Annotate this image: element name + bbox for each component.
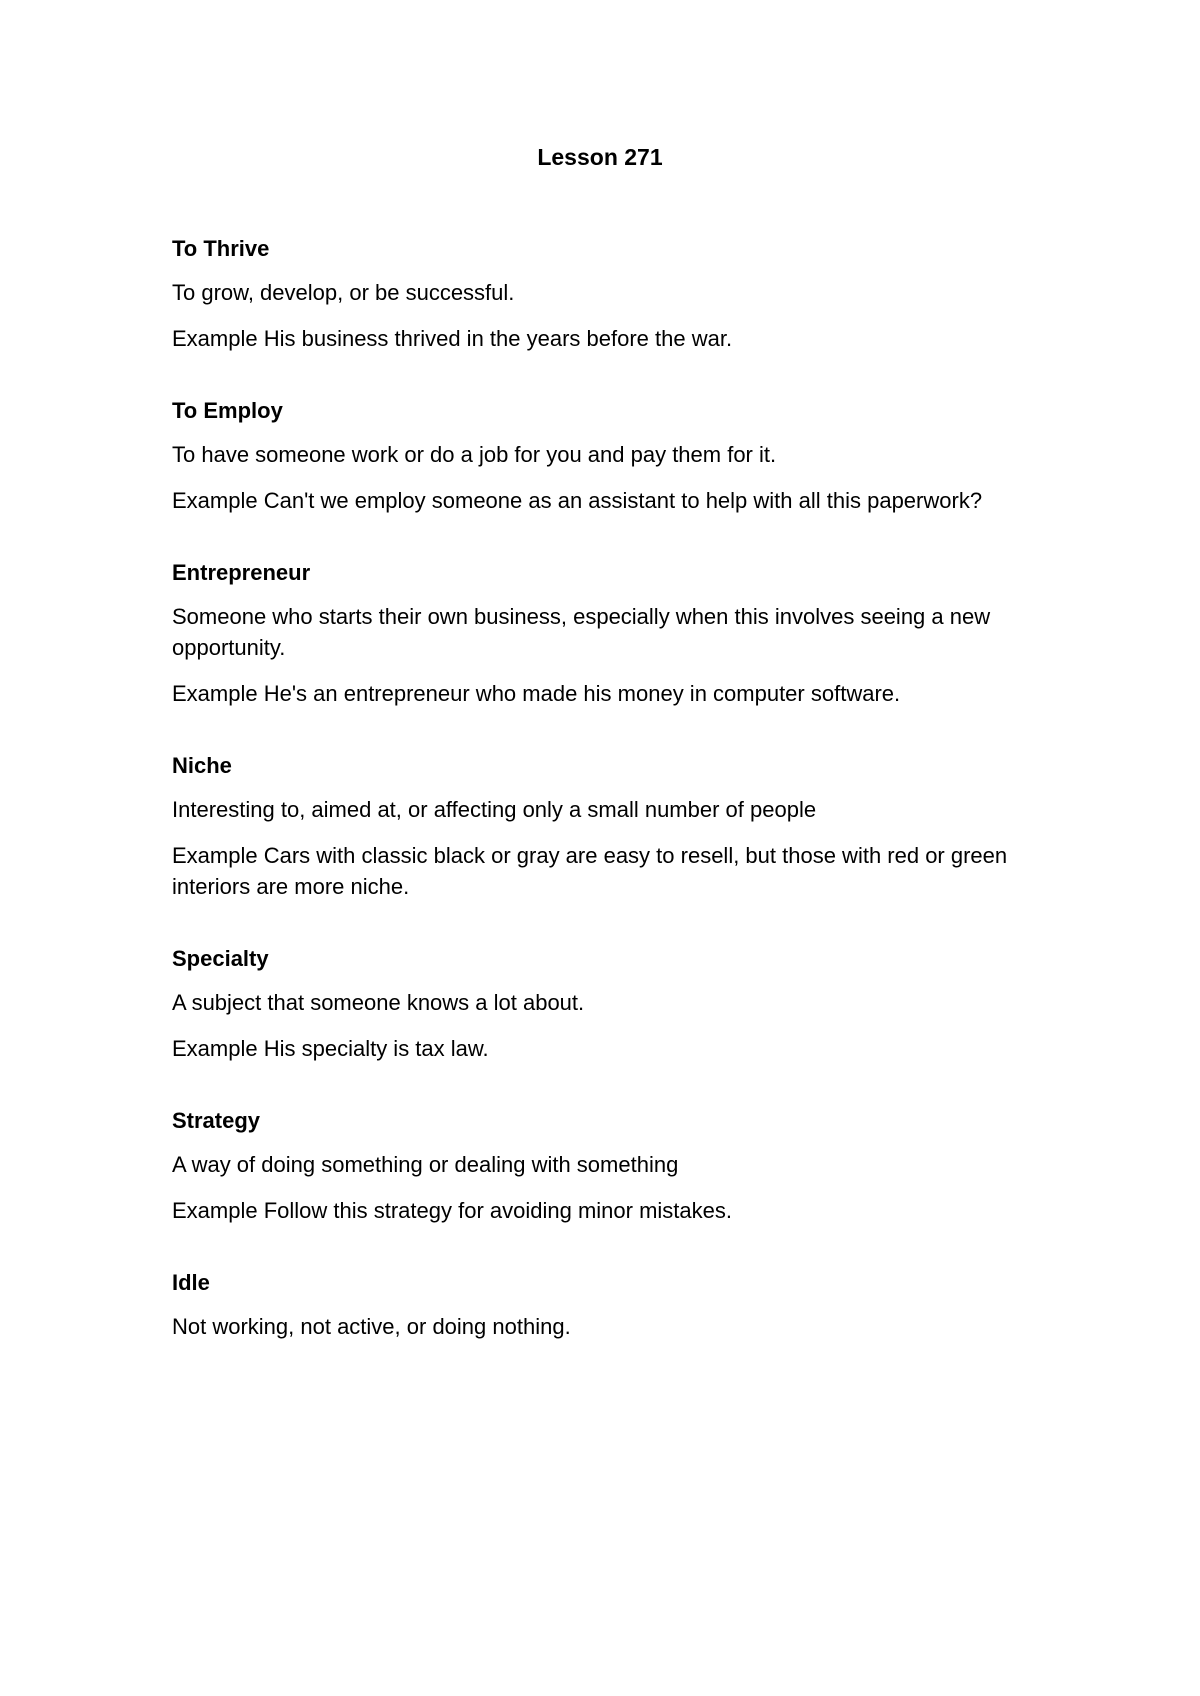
- vocab-definition: A subject that someone knows a lot about.: [172, 990, 585, 1015]
- vocabulary-list: [172, 234, 1052, 1384]
- vocab-term: Niche: [172, 753, 232, 778]
- vocab-term: To Employ: [172, 398, 283, 423]
- vocab-entry-specialty: [172, 944, 1052, 1064]
- vocab-entry-employ: [172, 396, 1052, 516]
- vocab-entry-strategy: [172, 1106, 1052, 1226]
- vocab-entry-idle: [172, 1268, 1052, 1342]
- vocab-term: Idle: [172, 1270, 210, 1295]
- vocab-definition: To have someone work or do a job for you and pay them for it.: [172, 442, 777, 467]
- vocab-example: Example Follow this strategy for avoiding minor mistakes.: [172, 1198, 732, 1223]
- page-title: Lesson 271: [537, 144, 663, 170]
- vocab-definition: Interesting to, aimed at, or affecting only a small number of people: [172, 797, 817, 822]
- vocab-definition: A way of doing something or dealing with something: [172, 1152, 679, 1177]
- vocab-example: Example Cars with classic black or gray are easy to resell, but those with red or green interiors are more niche.: [172, 843, 1008, 899]
- vocab-example: Example His specialty is tax law.: [172, 1036, 489, 1061]
- vocab-definition: Someone who starts their own business, especially when this involves seeing a new opportunity.: [172, 604, 991, 660]
- vocab-definition: Not working, not active, or doing nothing.: [172, 1314, 571, 1339]
- vocab-example: Example His business thrived in the years before the war.: [172, 326, 733, 351]
- vocab-example: Example Can't we employ someone as an assistant to help with all this paperwork?: [172, 488, 983, 513]
- vocab-term: Entrepreneur: [172, 560, 311, 585]
- vocab-entry-entrepreneur: [172, 558, 1052, 709]
- vocab-definition: To grow, develop, or be successful.: [172, 280, 515, 305]
- vocab-term: Specialty: [172, 946, 269, 971]
- vocab-example: Example He's an entrepreneur who made his money in computer software.: [172, 681, 901, 706]
- vocab-entry-thrive: [172, 234, 1052, 354]
- vocab-term: Strategy: [172, 1108, 261, 1133]
- vocab-term: To Thrive: [172, 236, 270, 261]
- vocab-entry-niche: [172, 751, 1052, 902]
